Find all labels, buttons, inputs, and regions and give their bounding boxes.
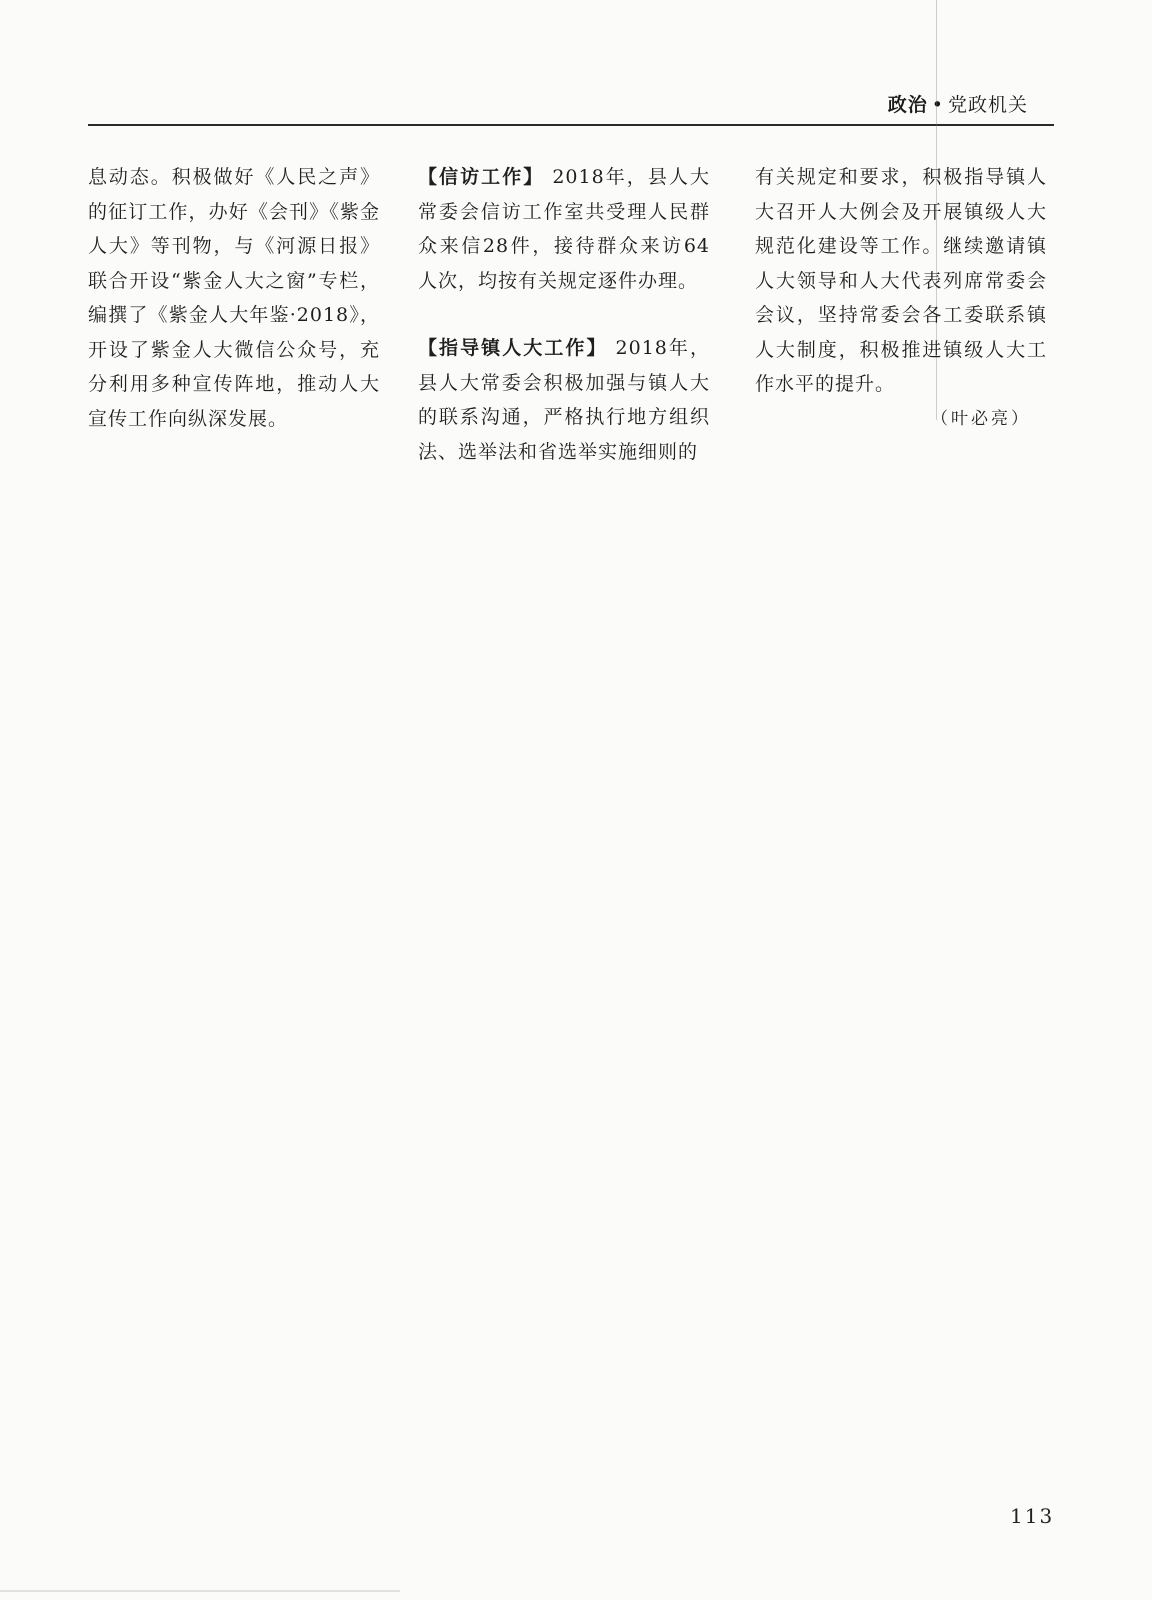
author-byline: （叶必亮） [931, 408, 1031, 429]
paragraph-town-guidance [418, 331, 710, 469]
paragraph-petition [418, 160, 710, 298]
paragraph-town-guidance-continued: 有关规定和要求，积极指导镇人大召开人大例会及开展镇级人大规范化建设等工作。继续邀请镇人大领导和人大代表列席常委会会议，坚持常委会各工委联系镇人大制度，积极推进镇级人大工作水平的提升。 [755, 166, 1047, 395]
paragraph-town-guidance-text: 2018年，县人大常委会积极加强与镇人大的联系沟通，严格执行地方组织法、选举法和省选举实施细则的 [418, 337, 710, 463]
text-column-2 [418, 160, 710, 469]
running-header [88, 88, 1054, 126]
section-title [888, 90, 1028, 117]
page-number: 113 [1010, 1504, 1055, 1528]
section-separator: • [931, 94, 944, 116]
section-sub: 党政机关 [947, 94, 1028, 116]
text-column-3 [755, 160, 1047, 453]
text-column-1 [88, 160, 380, 436]
paragraph-publicity: 息动态。积极做好《人民之声》的征订工作，办好《会刊》《紫金人大》等刊物，与《河源日报》联合开设“紫金人大之窗”专栏，编撰了《紫金人大年鉴·2018》，开设了紫金人大微信公众号，充分利用多种宣传阵地，推动人大宣传工作向纵深发展。 [88, 166, 380, 430]
heading-town-guidance: 【指导镇人大工作】 [418, 337, 608, 359]
heading-petition: 【信访工作】 [418, 166, 545, 188]
scan-artifact-bottom [0, 1590, 400, 1592]
section-main: 政治 [887, 94, 928, 116]
paragraph-petition-text: 2018年，县人大常委会信访工作室共受理人民群众来信28件，接待群众来访64人次，均按有关规定逐件办理。 [418, 166, 710, 292]
